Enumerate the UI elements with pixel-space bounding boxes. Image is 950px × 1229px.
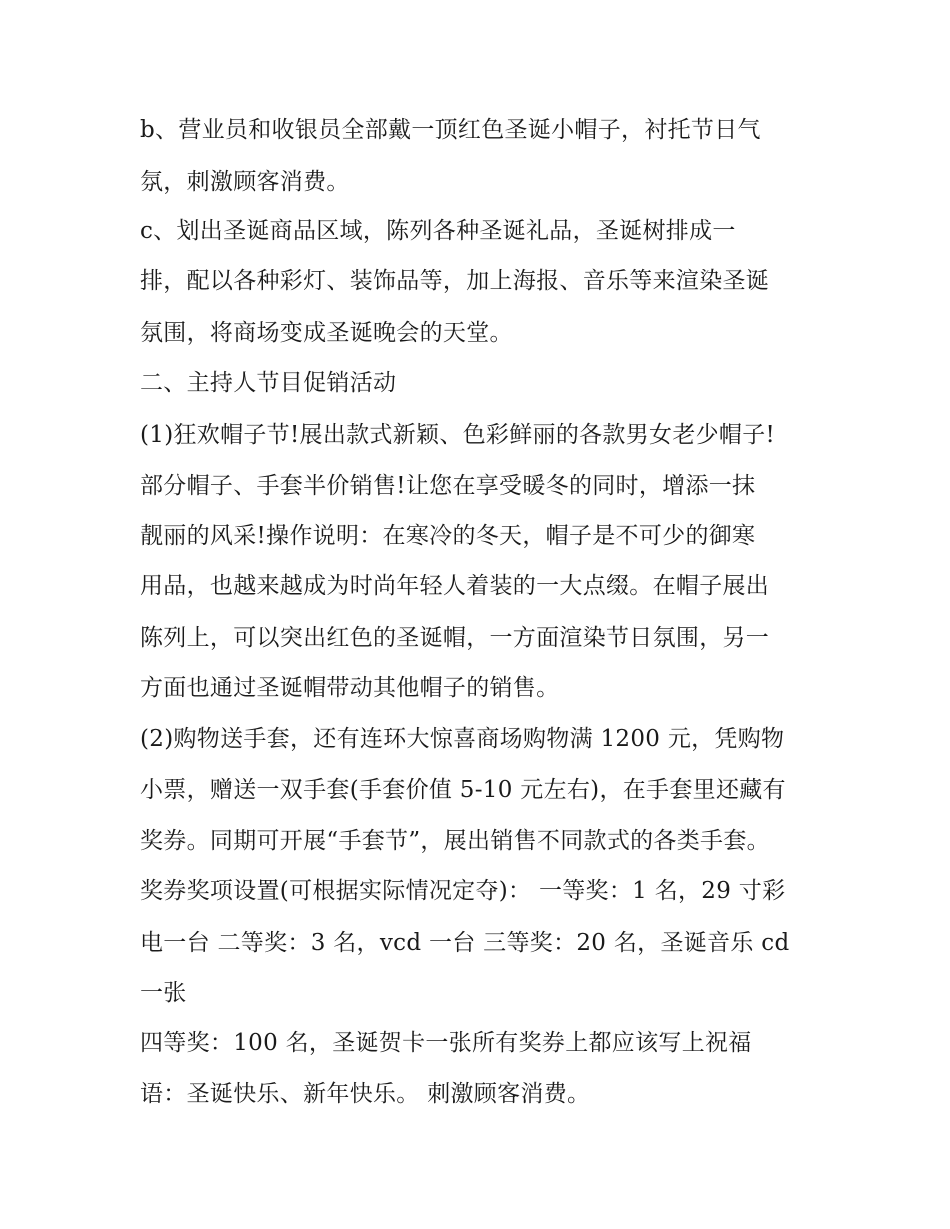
text-line: 靓丽的风采!操作说明：在寒冷的冬天，帽子是不可少的御寒 xyxy=(140,523,756,549)
section-heading: 二、主持人节目促销活动 xyxy=(140,370,397,396)
text-line: 方面也通过圣诞帽带动其他帽子的销售。 xyxy=(140,675,560,701)
text-line: 氛围，将商场变成圣诞晚会的天堂。 xyxy=(140,320,513,346)
text-line: 奖券奖项设置(可根据实际情况定夺)： 一等奖：1 名，29 寸彩 xyxy=(140,878,786,904)
text-line: 陈列上，可以突出红色的圣诞帽，一方面渲染节日氛围，另一 xyxy=(140,625,770,651)
text-line: 四等奖：100 名，圣诞贺卡一张所有奖券上都应该写上祝福 xyxy=(140,1030,752,1056)
text-line: 氛，刺激顾客消费。 xyxy=(140,169,350,195)
text-line: (1)狂欢帽子节!展出款式新颖、色彩鲜丽的各款男女老少帽子! xyxy=(140,422,776,448)
text-line: 奖券。同期可开展“手套节”，展出销售不同款式的各类手套。 xyxy=(140,828,770,854)
text-line: 排，配以各种彩灯、装饰品等，加上海报、音乐等来渲染圣诞 xyxy=(140,268,770,294)
text-line: 部分帽子、手套半价销售!让您在享受暖冬的同时，增添一抹 xyxy=(140,473,756,499)
text-line: 语：圣诞快乐、新年快乐。 刺激顾客消费。 xyxy=(140,1081,591,1107)
text-line: c、划出圣诞商品区域，陈列各种圣诞礼品，圣诞树排成一 xyxy=(140,218,736,244)
text-line: b、营业员和收银员全部戴一顶红色圣诞小帽子，衬托节日气 xyxy=(140,117,761,143)
text-line: 小票，赠送一双手套(手套价值 5-10 元左右)，在手套里还藏有 xyxy=(140,777,786,803)
text-line: 电一台 二等奖：3 名，vcd 一台 三等奖：20 名，圣诞音乐 cd xyxy=(140,930,790,956)
text-line: (2)购物送手套，还有连环大惊喜商场购物满 1200 元，凭购物 xyxy=(140,726,785,752)
text-line: 用品，也越来越成为时尚年轻人着装的一大点缀。在帽子展出 xyxy=(140,573,770,599)
text-line: 一张 xyxy=(140,980,187,1006)
